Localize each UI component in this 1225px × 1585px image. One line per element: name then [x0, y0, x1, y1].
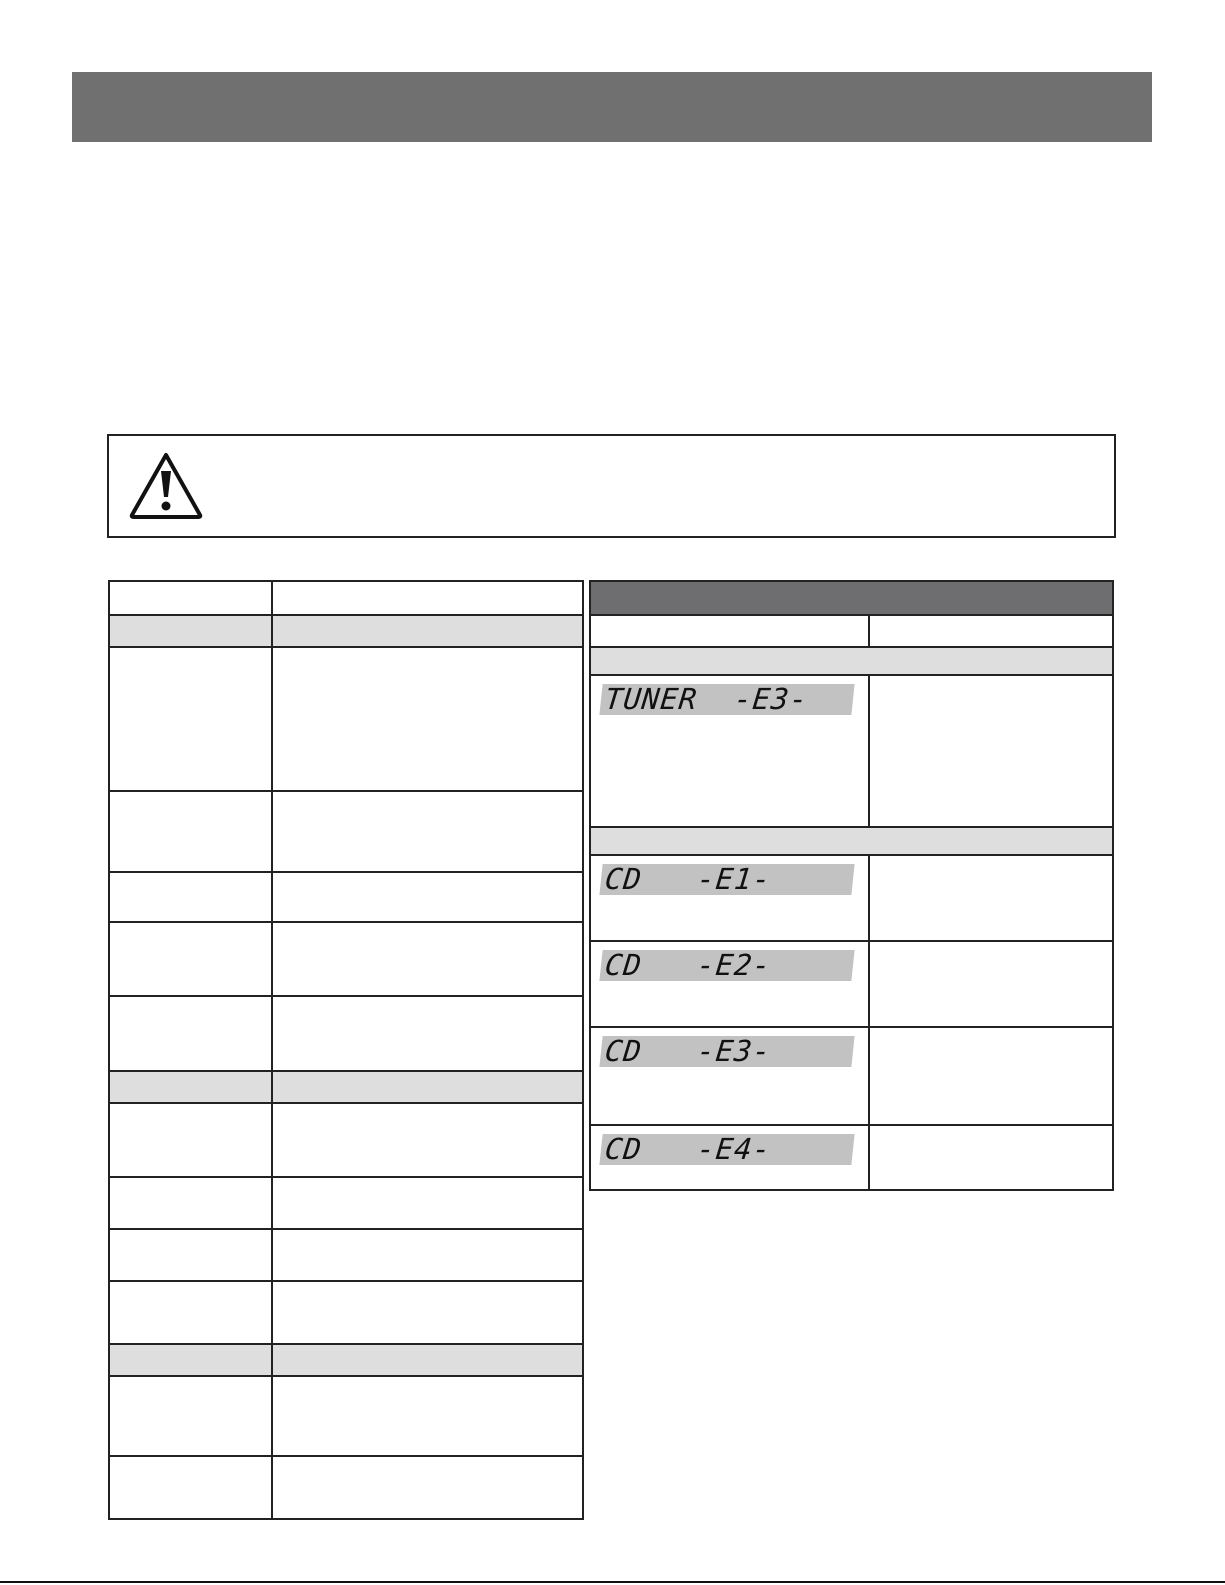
lcd-display: TUNER -E3-	[599, 684, 854, 715]
header-bar	[72, 72, 1152, 142]
section-row	[110, 1070, 582, 1102]
lcd-display: CD -E3-	[599, 1036, 854, 1067]
table-row	[591, 854, 1112, 940]
table-row	[110, 1228, 582, 1280]
section-row	[591, 646, 1112, 674]
table-row	[591, 940, 1112, 1026]
table-row	[591, 1124, 1112, 1191]
table-row	[110, 1280, 582, 1343]
table-title-bar	[591, 582, 1112, 614]
lcd-display: CD -E4-	[599, 1134, 854, 1165]
lcd-display: CD -E1-	[599, 864, 854, 895]
table-row	[110, 921, 582, 995]
section-row	[110, 614, 582, 646]
table-row	[591, 674, 1112, 826]
column-divider	[868, 674, 870, 826]
table-row	[110, 790, 582, 871]
table-row	[110, 1102, 582, 1176]
table-row	[110, 1375, 582, 1455]
right-table	[589, 580, 1114, 1191]
warning-box	[107, 434, 1116, 538]
section-row	[110, 1343, 582, 1375]
table-row	[110, 646, 582, 790]
table-row	[110, 871, 582, 921]
column-divider	[271, 582, 273, 1518]
table-row	[591, 1026, 1112, 1124]
footer-line	[0, 1581, 1225, 1583]
table-row	[110, 1455, 582, 1518]
table-row	[110, 1176, 582, 1228]
warning-triangle-icon	[128, 451, 204, 521]
lcd-display: CD -E2-	[599, 950, 854, 981]
column-divider	[868, 854, 870, 1191]
table-header-row	[110, 582, 582, 614]
left-table	[108, 580, 584, 1520]
table-row	[110, 995, 582, 1070]
table-header-row	[591, 614, 1112, 646]
section-row	[591, 826, 1112, 854]
column-divider	[868, 614, 870, 646]
